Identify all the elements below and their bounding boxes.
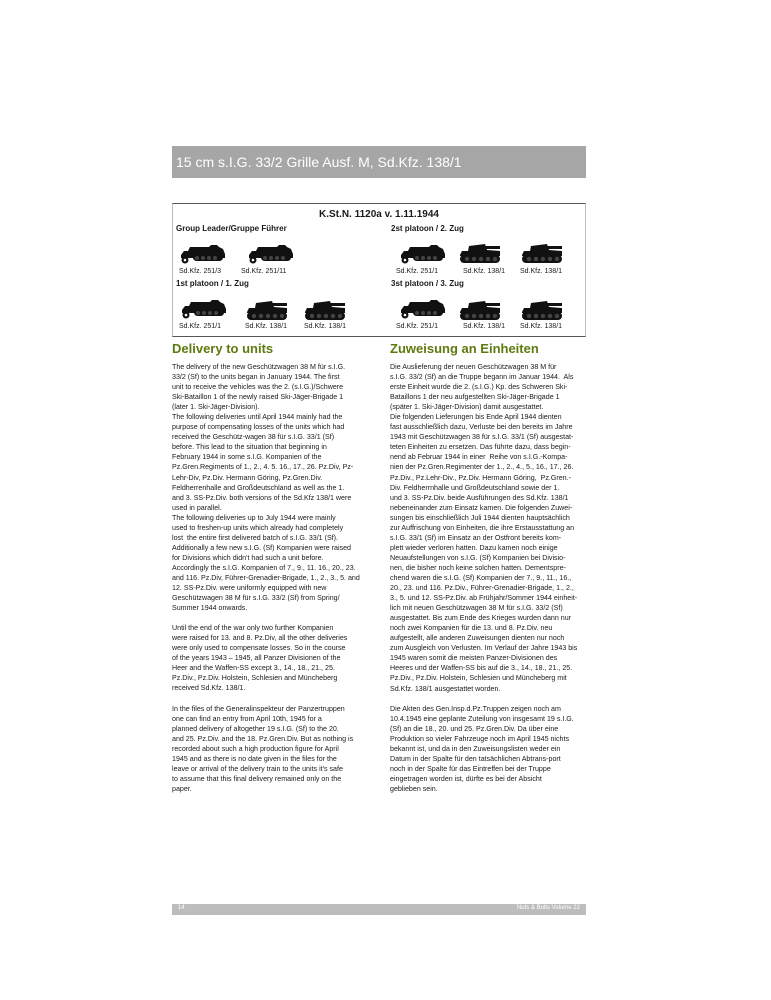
vehicle-label: Sd.Kfz. 138/1 bbox=[463, 323, 506, 330]
text-line: Div. Feldherrnhalle und Großdeutschland sowie der 1. bbox=[390, 483, 560, 492]
text-line: The following deliveries until April 1944 mainly had the bbox=[172, 413, 343, 422]
text-line: noch zwei Kompanien für die 13. und 8. Pz.Div. neu bbox=[390, 624, 553, 633]
text-line: 1943 mit Geschützwagen 38 für s.I.G. 33/1 (Sf) ausgestat- bbox=[390, 433, 574, 442]
text-line: Pz.Div., Pz.Div. Holstein, Schlesien and Müncheberg bbox=[172, 674, 338, 683]
text-line: nebeneinander zum Einsatz kamen. Die folgenden Zuwei- bbox=[390, 503, 573, 512]
text-line: (later 1. Ski-Jäger-Division). bbox=[172, 403, 260, 412]
text-line: and 3. SS-Pz.Div. both versions of the Sd.Kfz 138/1 were bbox=[172, 493, 352, 502]
text-line: Sd.Kfz. 138/1 ausgestattet worden. bbox=[390, 684, 501, 693]
text-line: Additionally a few new s.I.G. (Sf) Kompanien were raised bbox=[172, 543, 352, 552]
text-line: Bataillons 1 der neu aufgestellten Ski-Jäger-Brigade 1 bbox=[390, 393, 560, 402]
text-line: Accordingly the s.I.G. Kompanien of 7., 9., 11. 16., 20., 23. bbox=[172, 563, 356, 572]
text-line: and 116. Pz.Div, Führer-Grenadier-Brigade, 1., 2., 3., 5. and bbox=[172, 573, 360, 582]
text-line: recorded about such a high production figure for April bbox=[172, 744, 339, 753]
text-line: for Divisions which didn't had such a unit before. bbox=[172, 553, 324, 562]
vehicle-label: Sd.Kfz. 138/1 bbox=[245, 323, 288, 330]
text-line: lich mit neuen Geschützwagen 38 M für s.I.G. 33/2 (Sf) bbox=[390, 604, 563, 613]
text-line: 1945 and as there is no date given in the files for the bbox=[172, 754, 337, 763]
footer-bar bbox=[172, 904, 586, 915]
text-line: fast ausschließlich dazu, Verluste bei den bereits im Jahre bbox=[390, 423, 573, 432]
text-line: received the Geschütz-wagen 38 für s.I.G. 33/1 (Sf) bbox=[172, 433, 335, 442]
text-line: unit to receive the vehicles was the 2. (s.I.G.)/Schwere bbox=[172, 383, 344, 392]
group-label: 3st platoon / 3. Zug bbox=[391, 279, 464, 288]
text-line: purpose of compensating losses of the units which had bbox=[172, 423, 345, 432]
text-line: Until the end of the war only two further Kompanien bbox=[172, 624, 334, 633]
tank-icon bbox=[518, 298, 564, 322]
text-line: 12. SS-Pz.Div. were uniformly equipped with new bbox=[172, 584, 327, 593]
text-line: nen, die bisher noch keine solchen hatten. Dementspre- bbox=[390, 563, 566, 572]
paragraph-gap bbox=[390, 694, 577, 704]
text-line: one can find an entry from April 10th, 1945 for a bbox=[172, 714, 322, 723]
group-label: Group Leader/Gruppe Führer bbox=[176, 224, 287, 233]
page-number: 14 bbox=[178, 905, 185, 911]
text-line: used in parallel. bbox=[172, 503, 222, 512]
vehicle-label: Sd.Kfz. 251/1 bbox=[396, 323, 439, 330]
text-line: teten Einheiten zu ersetzen. Das führte dazu, dass begin- bbox=[390, 443, 571, 452]
text-line: Produktion so vieler Fahrzeuge noch im April 1945 nichts bbox=[390, 734, 570, 743]
text-line: received Sd.Kfz. 138/1. bbox=[172, 684, 246, 693]
text-line: erste Einheit wurde die 2. (s.I.G.) Kp. des Schweren Ski- bbox=[390, 383, 568, 392]
page-title: 15 cm s.I.G. 33/2 Grille Ausf. M, Sd.Kfz. 138/1 bbox=[176, 154, 462, 170]
text-line: 3., 5. und 12. SS-Pz.Div. ab Frühjahr/Sommer 1944 einheit- bbox=[390, 594, 578, 603]
vehicle-label: Sd.Kfz. 251/1 bbox=[396, 268, 439, 275]
text-line: lost the entire first delivered batch of s.I.G. 33/1 (Sf). bbox=[172, 533, 338, 542]
tank-icon bbox=[456, 298, 502, 322]
organization-chart bbox=[172, 203, 586, 337]
text-line: and 25. Pz.Div. and the 18. Pz.Gren.Div. But as nothing is bbox=[172, 734, 354, 743]
text-line: planned delivery of altogether 19 s.I.G. (Sf) to the 20. bbox=[172, 724, 339, 733]
text-line: before. This lead to the situation that beginning in bbox=[172, 443, 327, 452]
text-line: 20., 23. und 116. Pz.Div., Führer-Grenadier-Brigade, 1., 2., bbox=[390, 584, 574, 593]
text-line: 33/2 (Sf) to the units began in January 1944. The first bbox=[172, 373, 340, 382]
text-line: were raised for 13. and 8. Pz.Div, all the other deliveries bbox=[172, 634, 348, 643]
tank-icon bbox=[301, 298, 347, 322]
text-line: aufgestellt, alle anderen Zuweisungen dienten nur noch bbox=[390, 634, 565, 643]
text-line: geblieben sein. bbox=[390, 784, 438, 793]
text-line: (Sf) an die 18., 20. und 25. Pz.Gren.Div. Da über eine bbox=[390, 724, 559, 733]
text-line: bekannt ist, und da in den Zuweisungslisten weder ein bbox=[390, 744, 561, 753]
text-line: Lehr-Div, Pz.Div. Hermann Göring, Pz.Gren.Div. bbox=[172, 473, 323, 482]
text-line: und 3. SS-Pz.Div. beide Ausführungen des Sd.Kfz. 138/1 bbox=[390, 493, 569, 502]
toe-title: K.St.N. 1120a v. 1.11.1944 bbox=[319, 209, 439, 220]
text-line: Heeres und der Waffen-SS bis auf die 3., 14., 18., 21., 25. bbox=[390, 664, 573, 673]
vehicle-label: Sd.Kfz. 251/1 bbox=[179, 323, 222, 330]
text-line: (später 1. Ski-Jäger-Division) damit ausgestattet. bbox=[390, 403, 544, 412]
text-line: chend waren die s.I.G. (Sf) Kompanien der 7., 9., 11., 16., bbox=[390, 573, 572, 582]
text-line: Ski-Bataillon 1 of the newly raised Ski-Jäger-Brigade 1 bbox=[172, 393, 344, 402]
text-line: nien der Pz.Gren.Regimenter der 1., 2., 4., 5., 16., 17., 26. bbox=[390, 463, 574, 472]
group-label: 1st platoon / 1. Zug bbox=[176, 279, 249, 288]
text-line: The delivery of the new Geschützwagen 38 M für s.I.G. bbox=[172, 363, 346, 371]
text-line: eingetragen worden ist, dürfte es bei der Absicht bbox=[390, 774, 542, 783]
text-line: used to freshen-up units which already had completely bbox=[172, 523, 344, 532]
text-line: 10.4.1945 eine geplante Zuteilung von insgesamt 19 s.I.G. bbox=[390, 714, 574, 723]
vehicle-label: Sd.Kfz. 251/11 bbox=[241, 268, 287, 275]
text-line: of the years 1943 – 1945, all Panzer Divisionen of the bbox=[172, 654, 341, 663]
text-line: Pz.Gren.Regiments of 1., 2., 4. 5. 16., 17., 26. Pz.Div, Pz- bbox=[172, 463, 354, 472]
german-heading: Zuweisung an Einheiten bbox=[390, 341, 539, 356]
halftrack-icon bbox=[179, 242, 227, 264]
text-line: were only used to compensate losses. So in the course bbox=[172, 644, 346, 653]
text-line: to assume that this final delivery remained only on the bbox=[172, 774, 342, 783]
text-line: February 1944 in some s.I.G. Kompanien of the bbox=[172, 453, 322, 462]
text-line: 1945 waren somit die meisten Panzer-Divisionen des bbox=[390, 654, 558, 663]
text-line: zum Ausgleich von Verlusten. Im Verlauf der Jahre 1943 bis bbox=[390, 644, 578, 653]
tank-icon bbox=[518, 241, 564, 265]
text-line: Pz.Div., Pz.Lehr-Div., Pz.Div. Hermann Göring, Pz.Gren.- bbox=[390, 473, 571, 482]
paragraph-gap bbox=[172, 694, 360, 704]
english-column bbox=[172, 362, 360, 794]
text-line: paper. bbox=[172, 784, 192, 793]
text-line: Die Akten des Gen.Insp.d.Pz.Truppen zeigen noch am bbox=[390, 704, 561, 713]
text-line: plett wieder verloren hatten. Dazu kamen noch einige bbox=[390, 543, 558, 552]
text-line: s.I.G. 33/1 (Sf) im Einsatz an der Ostfront bereits kom- bbox=[390, 533, 562, 542]
text-line: Heer and the Waffen-SS except 3., 14., 18., 21., 25. bbox=[172, 664, 335, 673]
vehicle-label: Sd.Kfz. 138/1 bbox=[520, 268, 563, 275]
text-line: Summer 1944 onwards. bbox=[172, 604, 248, 613]
text-line: Die Auslieferung der neuen Geschützwagen 38 M für bbox=[390, 363, 557, 371]
text-line: zur Auffrischung von Einheiten, die ihre Erstausstattung an bbox=[390, 523, 575, 532]
text-line: Neuaufstellungen von s.I.G. (Sf) Kompanien bei Divisio- bbox=[390, 553, 566, 562]
text-line: Pz.Div., Pz.Div. Holstein, Schlesien und Müncheberg mit bbox=[390, 674, 567, 683]
header-bar bbox=[172, 146, 586, 178]
english-heading: Delivery to units bbox=[172, 341, 274, 356]
tank-icon bbox=[456, 241, 502, 265]
halftrack-icon bbox=[247, 242, 295, 264]
vehicle-label: Sd.Kfz. 138/1 bbox=[463, 268, 506, 275]
text-line: ausgestattet. Bis zum Ende des Krieges wurden dann nur bbox=[390, 614, 571, 623]
halftrack-icon bbox=[180, 297, 228, 319]
text-line: Geschützwagen 38 M für s.I.G. 33/2 (Sf) from Spring/ bbox=[172, 594, 340, 603]
text-line: The following deliveries up to July 1944 were mainly bbox=[172, 513, 336, 522]
text-line: Die folgenden Lieferungen bis Ende April 1944 dienten bbox=[390, 413, 562, 422]
footer-publication: Nuts & Bolts Volume 22 bbox=[516, 905, 580, 911]
text-line: Feldherrenhalle and Großdeutschland as well as the 1. bbox=[172, 483, 345, 492]
vehicle-label: Sd.Kfz. 138/1 bbox=[520, 323, 563, 330]
vehicle-label: Sd.Kfz. 251/3 bbox=[179, 268, 222, 275]
text-line: s.I.G. 33/2 (Sf) an die Truppe begann im Januar 1944. Als bbox=[390, 373, 574, 382]
text-line: Datum in der Spalte für den tatsächlichen Abtrans-port bbox=[390, 754, 561, 763]
text-line: In the files of the Generalinspekteur der Panzertruppen bbox=[172, 704, 345, 713]
text-line: sungen bis einschließlich Juli 1944 dienten hauptsächlich bbox=[390, 513, 570, 522]
halftrack-icon bbox=[399, 242, 447, 264]
text-line: nend ab Februar 1944 in einer Reihe von s.I.G.-Kompa- bbox=[390, 453, 568, 462]
vehicle-label: Sd.Kfz. 138/1 bbox=[304, 323, 347, 330]
text-line: noch in der Spalte für das Eintreffen bei der Truppe bbox=[390, 764, 551, 773]
paragraph-gap bbox=[172, 613, 360, 623]
german-column bbox=[390, 362, 577, 794]
group-label: 2st platoon / 2. Zug bbox=[391, 224, 464, 233]
tank-icon bbox=[243, 298, 289, 322]
text-line: leave or arrival of the delivery train to the units it's safe bbox=[172, 764, 343, 773]
halftrack-icon bbox=[399, 297, 447, 319]
